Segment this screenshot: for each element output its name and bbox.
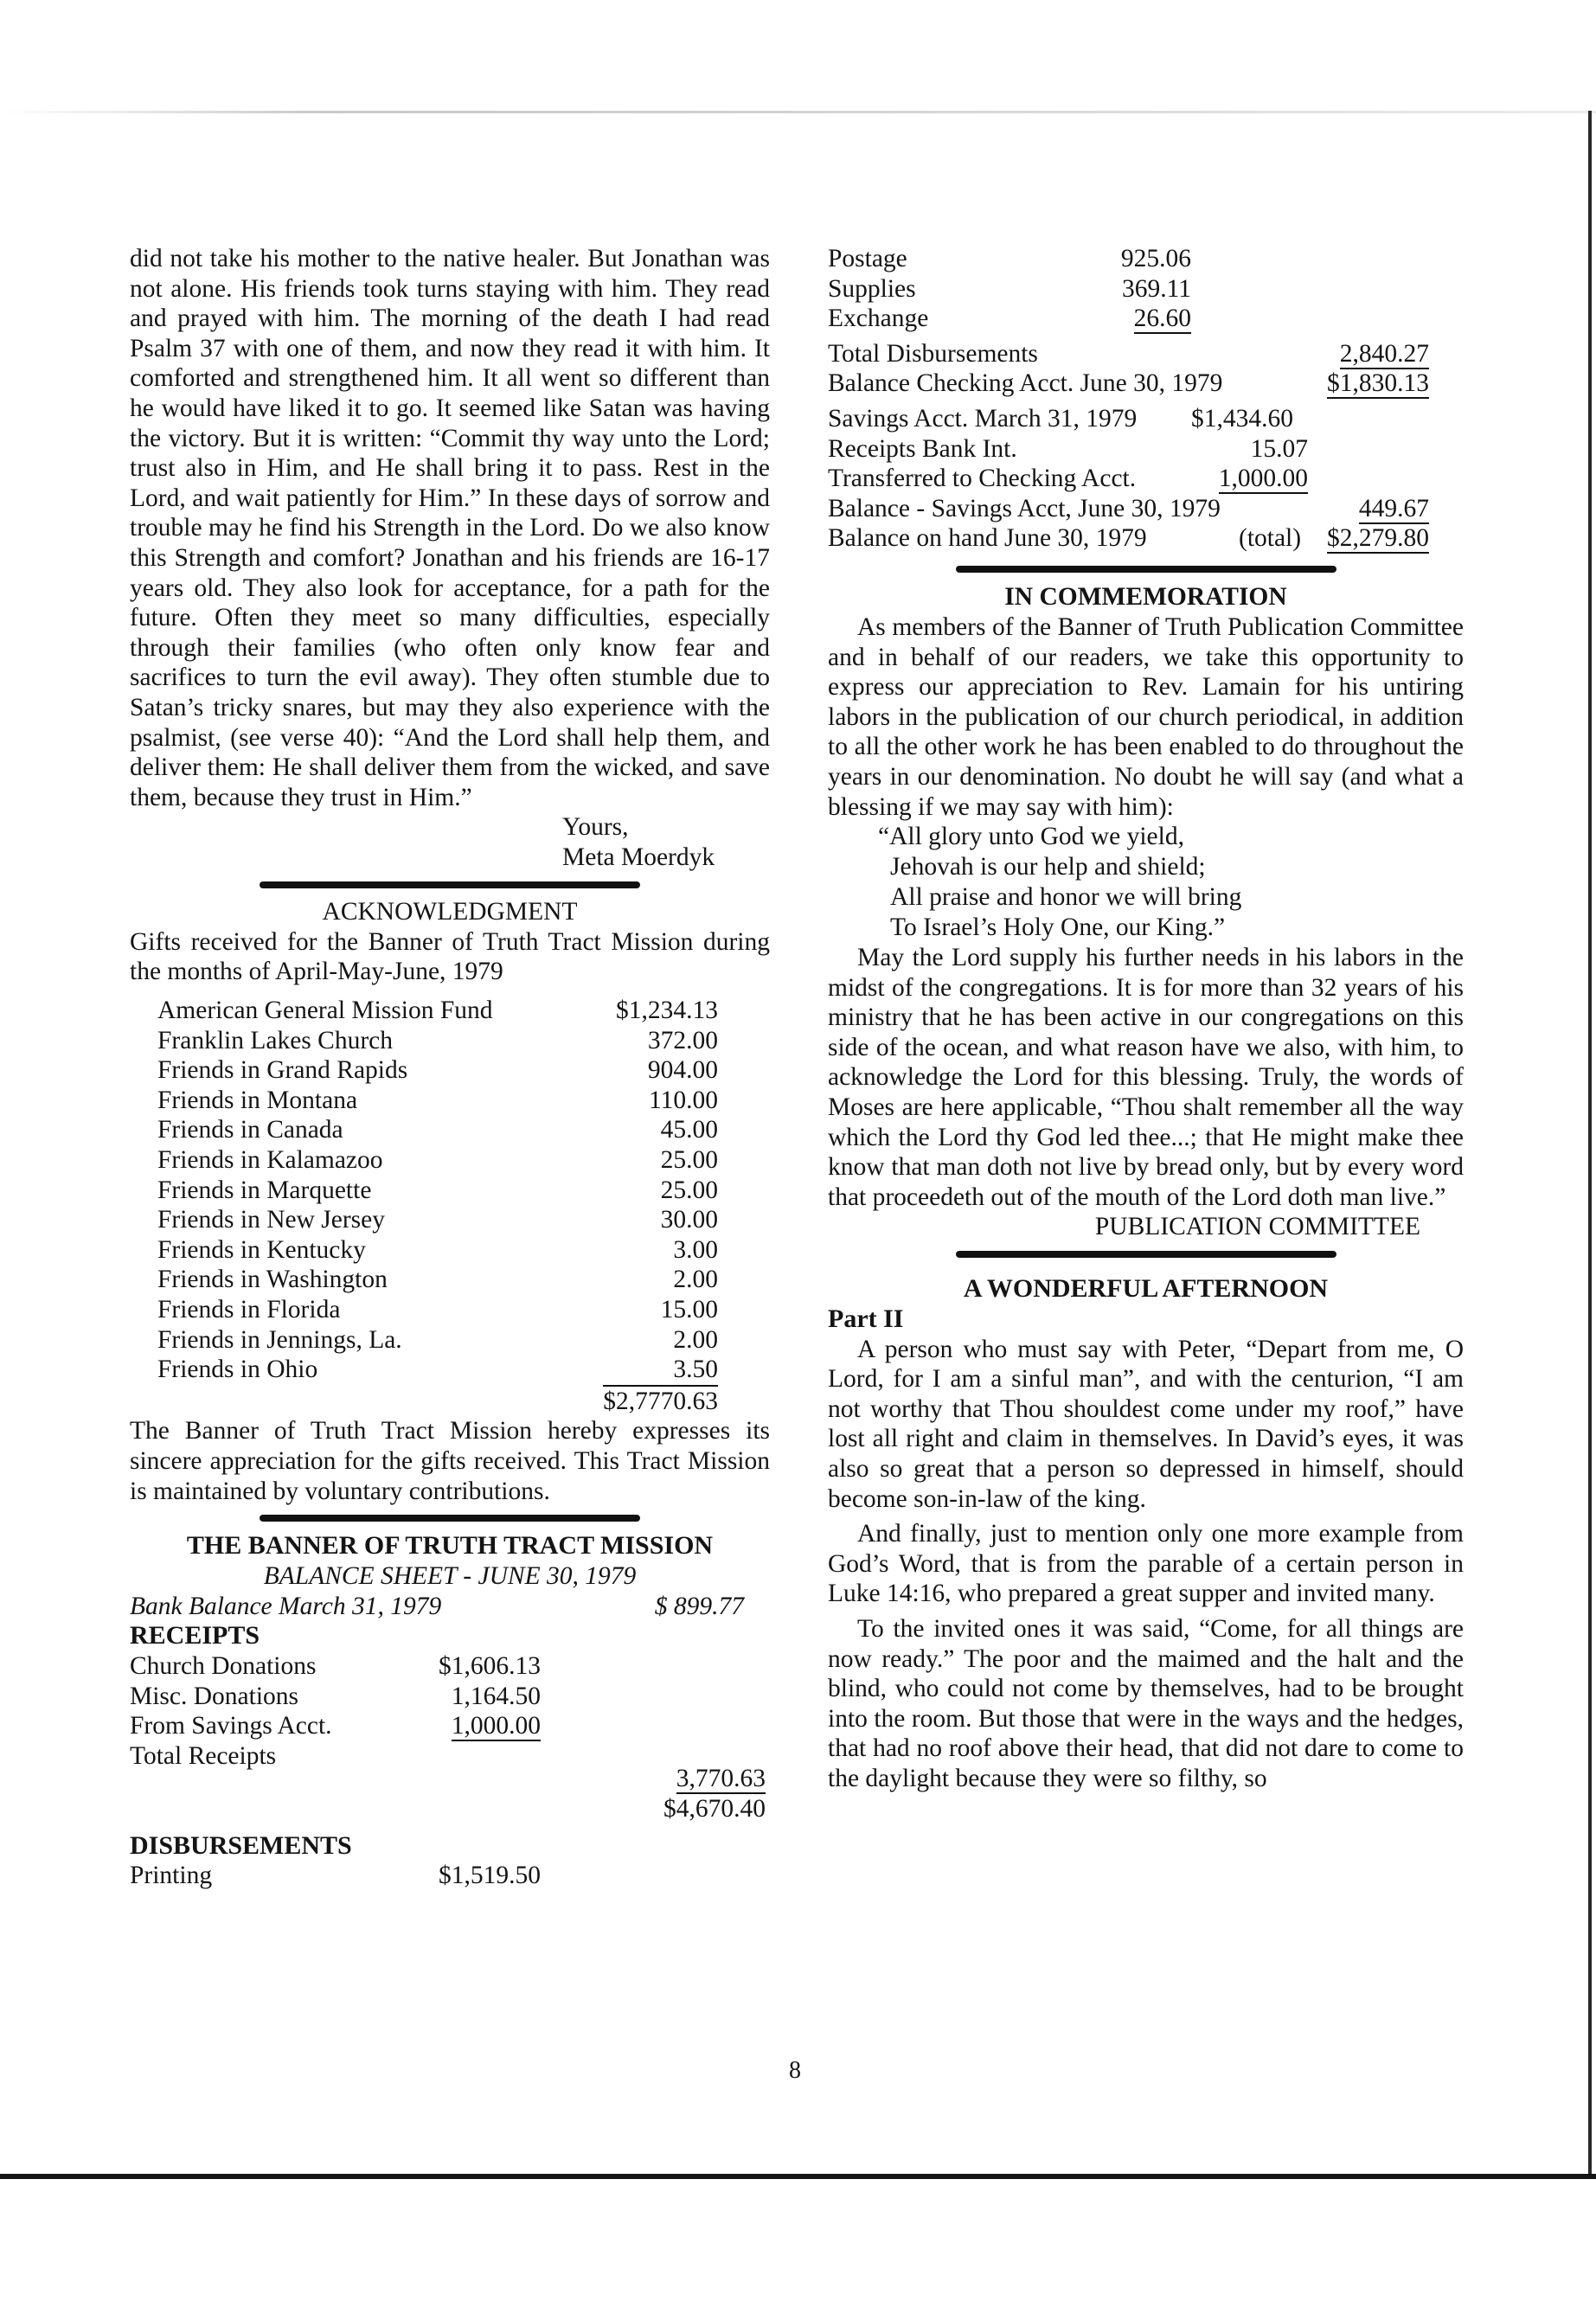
- gift-name: Franklin Lakes Church: [157, 1026, 393, 1054]
- acknowledgment-heading: ACKNOWLEDGMENT: [322, 898, 578, 926]
- scan-edge-top: [0, 111, 1596, 113]
- gift-row: [157, 1145, 718, 1176]
- gift-amount: 25.00: [660, 1146, 718, 1175]
- receipt-row: [130, 1651, 770, 1682]
- scan-edge-right: [1588, 111, 1592, 2178]
- balance-sheet-subheading: BALANCE SHEET - JUNE 30, 1979: [263, 1562, 637, 1591]
- disbursement-label: Postage: [828, 245, 907, 272]
- savings-balance-amount: 449.67: [1358, 494, 1429, 522]
- gift-amount: 45.00: [660, 1116, 718, 1144]
- disbursements-heading: DISBURSEMENTS: [130, 1830, 352, 1860]
- gift-name: Friends in Florida: [157, 1296, 341, 1324]
- commemoration-heading: IN COMMEMORATION: [1004, 582, 1287, 611]
- commemoration-para-2: May the Lord supply his further needs in his labors in the midst of the congregations. It is for more than 32 years of his ministry that he has been active in our congregations on this side of the ocean, and what reason have we also, with him, to acknowledge the Lord for this blessing. Truly, the words of Moses are here applicable, “Thou shalt remember all the way which the Lord thy God led thee...; that He might make thee know that man doth not live by bread only, but by every word that proceedeth out of the mouth of the Lord doth man live.”: [828, 944, 1464, 1211]
- transfer-amount: 1,000.00: [1218, 465, 1308, 493]
- checking-balance-amount: $1,830.13: [1327, 369, 1429, 398]
- subtotal-amount: $4,670.40: [663, 1794, 766, 1823]
- gift-amount: 30.00: [660, 1206, 718, 1234]
- disbursement-row: [828, 244, 1464, 274]
- letter-signoff: [562, 812, 770, 873]
- savings-label: Savings Acct. March 31, 1979: [828, 404, 1138, 433]
- afternoon-para-1: A person who must say with Peter, “Depart from me, O Lord, for I am a sinful man”, and with the centurion, “I am not worthy that Thou shouldest come under my roof,” have lost all right and claim in themselves. In David’s eyes, it was also so great that a person so depressed in himself, should become son-in-law of the king.: [828, 1335, 1464, 1513]
- interest-amount: 15.07: [1250, 434, 1308, 463]
- letter-text: did not take his mother to the native healer. But Jonathan was not alone. His friends took turns staying with him. They read and prayed with him. The morning of the death I had read Psalm 37 with one of them, and now they read it with him. It comforted and strengthened him. It all went so different than he would have liked it to go. It seemed like Satan was having the victory. But it is written: “Commit thy way unto the Lord; trust also in Him, and He shall bring it to pass. Rest in the Lord, and wait patiently for Him.” In these days of sorrow and trouble may he find his Strength in the Lord. Do we also know this Strength and comfort? Jonathan and his friends are 16-17 years old. They also look for acceptance, for a path for the future. Often they meet so many difficulties, especially through their families (who often only know fear and sacrifices to turn the evil away). They often stumble due to Satan’s tricky snares, but may they also experience with the psalmist, (see verse 40): “And the Lord shall help them, and deliver them: He shall deliver them from the wicked, and save them, because they trust in Him.”: [130, 245, 770, 811]
- gift-name: Friends in Grand Rapids: [157, 1056, 408, 1085]
- gift-amount: 15.00: [660, 1296, 718, 1324]
- disbursement-amount: 26.60: [1133, 304, 1191, 333]
- gift-name: Friends in Kentucky: [157, 1235, 366, 1264]
- disbursements-continued: [828, 244, 1464, 554]
- commemoration-signature: PUBLICATION COMMITTEE: [1094, 1213, 1420, 1241]
- gift-row: [157, 1026, 718, 1056]
- left-column: [130, 244, 770, 1891]
- gift-name: Friends in Marquette: [157, 1176, 372, 1204]
- letter-closing: Yours,: [562, 813, 629, 842]
- printing-row: [130, 1861, 770, 1891]
- letter-signature: Meta Moerdyk: [562, 843, 715, 872]
- bank-balance-label: Bank Balance March 31, 1979: [130, 1592, 442, 1620]
- gift-name: Friends in Kalamazoo: [157, 1146, 383, 1175]
- gift-name: Friends in Jennings, La.: [157, 1325, 402, 1354]
- savings-amount: $1,434.60: [1191, 404, 1293, 433]
- gift-amount: 904.00: [647, 1056, 718, 1085]
- poem-line: To Israel’s Holy One, our King.”: [890, 913, 1226, 942]
- section-divider: [956, 1251, 1336, 1258]
- gift-row: [157, 1086, 718, 1116]
- gift-row: [157, 1235, 718, 1266]
- section-divider: [260, 881, 640, 888]
- gifts-list: [157, 996, 718, 1385]
- receipt-amount: 1,164.50: [451, 1682, 541, 1710]
- afternoon-heading: A WONDERFUL AFTERNOON: [963, 1274, 1329, 1304]
- gift-name: Friends in Montana: [157, 1086, 358, 1114]
- gift-amount: 110.00: [648, 1086, 718, 1114]
- transfer-label: Transferred to Checking Acct.: [828, 465, 1137, 493]
- disbursement-label: Supplies: [828, 274, 916, 303]
- scan-edge-bottom: [0, 2174, 1596, 2179]
- total-receipts-label: Total Receipts: [130, 1741, 277, 1770]
- printing-amount: $1,519.50: [439, 1862, 541, 1890]
- total-receipts-row: [130, 1764, 770, 1794]
- total-disbursements-label: Total Disbursements: [828, 339, 1038, 368]
- gift-name: American General Mission Fund: [157, 997, 493, 1025]
- poem-line: “All glory unto God we yield,: [878, 823, 1184, 851]
- disbursement-row: [828, 274, 1464, 304]
- subtotal-row: [130, 1794, 770, 1824]
- transfer-row: [828, 464, 1464, 494]
- gift-amount: 3.00: [673, 1235, 718, 1264]
- commemoration-para-1: As members of the Banner of Truth Publication Committee and in behalf of our readers, we take this opportunity to express our appreciation to Rev. Lamain for his untiring labors in the publication of our church periodical, in addition to all the other work he has been enabled to do throughout the years in our denomination. No doubt he will say (and what a blessing if we may say with him):: [828, 612, 1464, 821]
- gift-amount: 25.00: [660, 1176, 718, 1204]
- interest-label: Receipts Bank Int.: [828, 434, 1017, 463]
- receipt-amount: 1,000.00: [451, 1712, 541, 1740]
- total-receipts-amount: 3,770.63: [676, 1765, 766, 1793]
- receipt-amount: $1,606.13: [439, 1651, 541, 1680]
- on-hand-row: [828, 523, 1464, 554]
- printing-label: Printing: [130, 1862, 213, 1890]
- disbursement-row: [828, 304, 1464, 334]
- gift-row: [157, 996, 718, 1026]
- poem-line: All praise and honor we will bring: [890, 883, 1242, 912]
- balance-sheet-heading: THE BANNER OF TRUTH TRACT MISSION: [186, 1531, 714, 1561]
- gift-row: [157, 1325, 718, 1356]
- gift-row: [157, 1115, 718, 1145]
- interest-row: [828, 434, 1464, 465]
- gift-row: [157, 1176, 718, 1206]
- checking-balance-label: Balance Checking Acct. June 30, 1979: [828, 369, 1223, 398]
- gift-name: Friends in Washington: [157, 1266, 388, 1294]
- afternoon-part: Part II: [828, 1304, 904, 1334]
- gift-row: [157, 1265, 718, 1295]
- balance-sheet: [130, 1592, 770, 1891]
- gift-name: Friends in Ohio: [157, 1356, 318, 1384]
- checking-balance-row: [828, 369, 1464, 399]
- commemoration-poem: [878, 822, 1464, 943]
- gift-amount: 2.00: [673, 1266, 718, 1294]
- receipt-row: [130, 1682, 770, 1712]
- on-hand-amount: $2,279.80: [1327, 524, 1429, 553]
- acknowledgment-intro: Gifts received for the Banner of Truth Tract Mission during the months of April-May-June, 1979: [130, 927, 770, 986]
- disbursement-label: Exchange: [828, 304, 929, 333]
- gift-row: [157, 1055, 718, 1086]
- savings-row: [828, 404, 1464, 434]
- gift-row: [157, 1295, 718, 1325]
- bank-balance-row: [130, 1592, 770, 1622]
- right-column: [828, 244, 1464, 1794]
- gift-amount: 372.00: [647, 1026, 718, 1054]
- receipt-label: Church Donations: [130, 1651, 317, 1680]
- gift-amount: 3.50: [673, 1356, 718, 1384]
- gift-amount: 2.00: [673, 1325, 718, 1354]
- receipt-label: From Savings Acct.: [130, 1712, 332, 1740]
- gift-name: Friends in New Jersey: [157, 1206, 385, 1234]
- total-disbursements-amount: 2,840.27: [1339, 339, 1429, 368]
- savings-balance-label: Balance - Savings Acct, June 30, 1979: [828, 494, 1221, 522]
- bank-balance-amount: $ 899.77: [654, 1592, 744, 1620]
- receipts-heading: RECEIPTS: [130, 1621, 260, 1650]
- on-hand-label: Balance on hand June 30, 1979: [828, 524, 1147, 553]
- section-divider: [956, 566, 1336, 573]
- disbursement-amount: 925.06: [1120, 245, 1191, 272]
- section-divider: [260, 1515, 640, 1522]
- gift-amount: $1,234.13: [616, 997, 718, 1025]
- receipt-row: [130, 1711, 770, 1741]
- poem-line: Jehovah is our help and shield;: [890, 853, 1206, 881]
- gifts-total: $2,7770.63: [603, 1385, 718, 1417]
- on-hand-total-word: (total): [1239, 524, 1302, 553]
- disbursement-amount: 369.11: [1121, 274, 1191, 303]
- page-number: 8: [789, 2057, 801, 2084]
- afternoon-para-2: And finally, just to mention only one more example from God’s Word, that is from the parable of a certain person in Luke 14:16, who prepared a great supper and invited many.: [828, 1520, 1464, 1608]
- gift-row: [157, 1205, 718, 1235]
- total-disbursements-row: [828, 339, 1464, 369]
- afternoon-para-3: To the invited ones it was said, “Come, for all things are now ready.” The poor and the maimed and the halt and the blind, who could not come by themselves, had to be brought into the room. But those that were in the ways and the hedges, that had no roof above their head, that did not dare to come to the daylight because they were so filthy, so: [828, 1614, 1464, 1792]
- receipt-label: Misc. Donations: [130, 1682, 299, 1710]
- savings-balance-row: [828, 494, 1464, 524]
- gift-row: [157, 1355, 718, 1385]
- gifts-total-row: [130, 1385, 718, 1417]
- gift-name: Friends in Canada: [157, 1116, 343, 1144]
- acknowledgment-closing: The Banner of Truth Tract Mission hereby expresses its sincere appreciation for the gifts received. This Tract Mission is maintained by voluntary contributions.: [130, 1417, 770, 1505]
